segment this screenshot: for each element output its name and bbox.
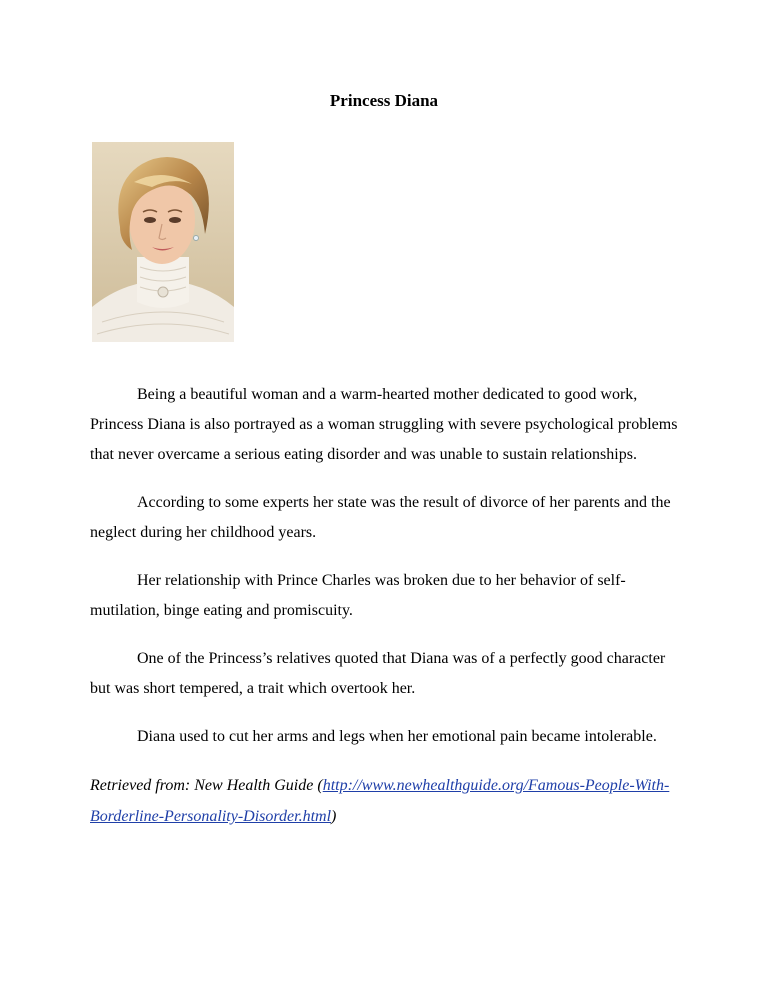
paragraph: Being a beautiful woman and a warm-hearted mother dedicated to good work, Princess Diana is also portrayed as a woman struggling with severe psychological problems that never overcame a serious eating disorder and was unable to sustain relationships. — [90, 386, 678, 463]
paragraph: One of the Princess’s relatives quoted that Diana was of a perfectly good character but was short tempered, a trait which overtook her. — [90, 650, 666, 697]
paragraph: According to some experts her state was the result of divorce of her parents and the neglect during her childhood years. — [90, 494, 671, 541]
source-link[interactable]: http://www.newhealthguide.org/Famous-People-With-Borderline-Personality-Disorder.html — [90, 777, 670, 825]
article-body — [90, 380, 680, 832]
portrait-photo — [92, 142, 234, 342]
source-prefix: Retrieved from: New Health Guide ( — [90, 777, 323, 794]
paragraph: Her relationship with Prince Charles was broken due to her behavior of self-mutilation, binge eating and promiscuity. — [90, 572, 626, 619]
source-suffix: ) — [331, 808, 337, 825]
page-title: Princess Diana — [329, 91, 439, 110]
portrait-illustration — [92, 142, 234, 342]
paragraph: Diana used to cut her arms and legs when her emotional pain became intolerable. — [137, 728, 657, 745]
source-citation — [90, 770, 680, 832]
